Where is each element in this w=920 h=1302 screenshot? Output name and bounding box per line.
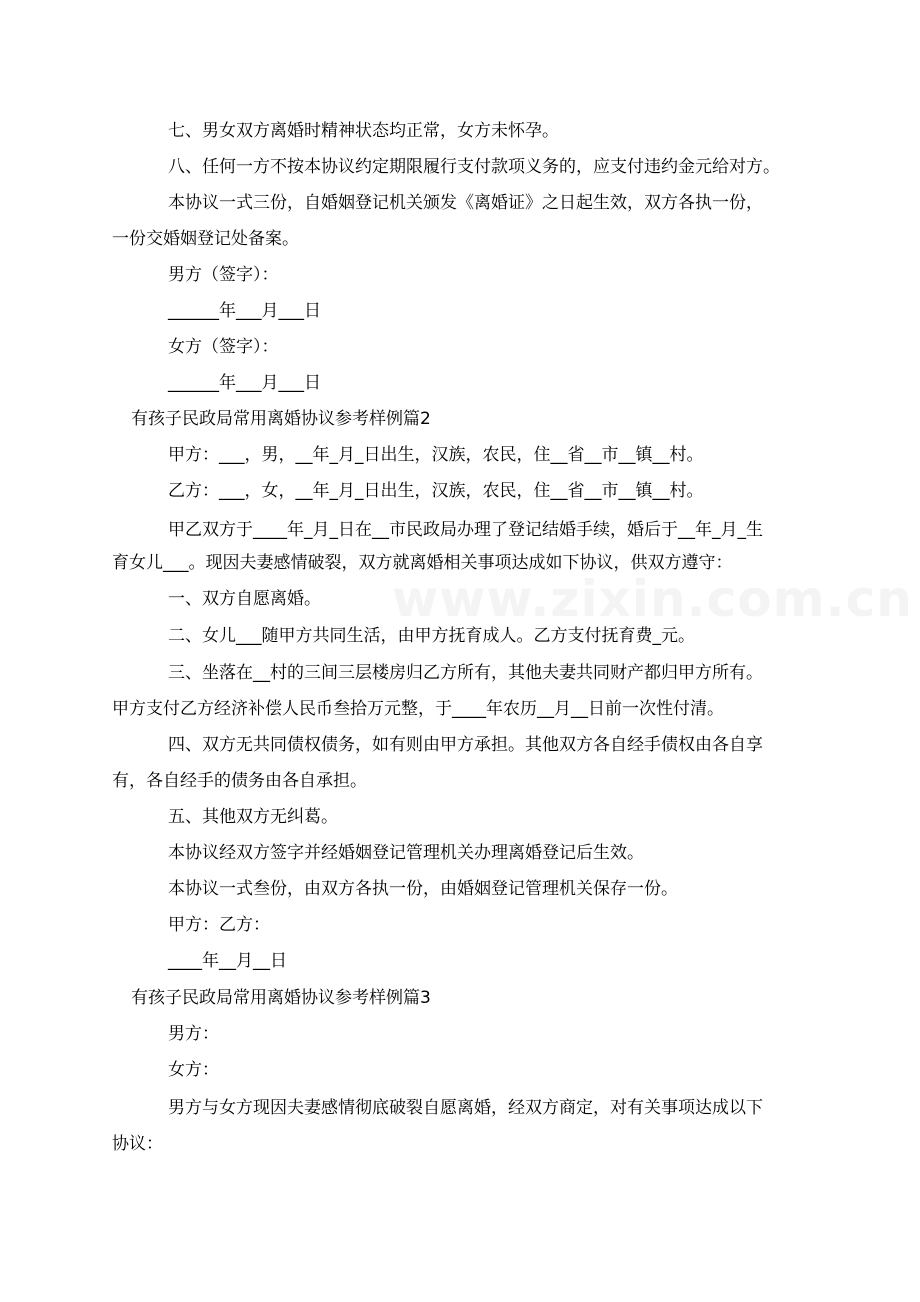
marriage-statement-cont: 育女儿___。现因夫妻感情破裂，双方就离婚相关事项达成如下协议，供双方遵守： [112,553,733,573]
copies-clause-cont: 一份交婚姻登记处备案。 [112,229,299,249]
female-signature-label: 女方（签字）： [168,337,279,357]
clause-4: 四、双方无共同债权债务，如有则由甲方承担。其他双方各自经手债权由各自享 [168,735,763,755]
copies-clause-2: 本协议一式叁份，由双方各执一份，由婚姻登记管理机关保存一份。 [168,879,678,899]
male-party-label: 男方： [168,1024,219,1044]
parties-signature-label: 甲方：乙方： [168,915,270,935]
section-heading-2: 有孩子民政局常用离婚协议参考样例篇2 [131,409,431,429]
clause-3: 三、坐落在__村的三间三层楼房归乙方所有，其他夫妻共同财产都归甲方所有。 [168,663,763,683]
female-signature-date: ______年___月___日 [168,373,321,393]
clause-4-cont: 有，各自经手的债务由各自承担。 [112,771,367,791]
parties-signature-date: ____年__月__日 [168,951,287,971]
clause-1: 一、双方自愿离婚。 [168,589,321,609]
clause-3-cont: 甲方支付乙方经济补偿人民币叁拾万元整，于____年农历__月__日前一次性付清。 [112,699,724,719]
agreement-intro: 男方与女方现因夫妻感情彻底破裂自愿离婚，经双方商定，对有关事项达成以下 [168,1098,763,1118]
section-heading-3: 有孩子民政局常用离婚协议参考样例篇3 [131,988,431,1008]
agreement-intro-cont: 协议： [112,1134,163,1154]
party-b-info: 乙方：___，女，__年_月_日出生，汉族，农民，住__省__市__镇__村。 [168,481,704,501]
male-signature-date: ______年___月___日 [168,301,321,321]
watermark: www.zixin.com.cn [392,570,913,628]
clause-7: 七、男女双方离婚时精神状态均正常，女方未怀孕。 [168,121,559,141]
clause-5: 五、其他双方无纠葛。 [168,807,338,827]
copies-clause: 本协议一式三份，自婚姻登记机关颁发《离婚证》之日起生效，双方各执一份， [168,193,763,213]
party-a-info: 甲方：___，男，__年_月_日出生，汉族，农民，住__省__市__镇__村。 [168,445,704,465]
male-signature-label: 男方（签字）： [168,265,279,285]
female-party-label: 女方： [168,1060,219,1080]
marriage-statement: 甲乙双方于____年_月_日在__市民政局办理了登记结婚手续，婚后于__年_月_生 [168,520,763,540]
clause-8: 八、任何一方不按本协议约定期限履行支付款项义务的，应支付违约金元给对方。 [168,157,780,177]
clause-2: 二、女儿___随甲方共同生活，由甲方抚育成人。乙方支付抚育费_元。 [168,626,695,646]
effectiveness-clause: 本协议经双方签字并经婚姻登记管理机关办理离婚登记后生效。 [168,843,644,863]
